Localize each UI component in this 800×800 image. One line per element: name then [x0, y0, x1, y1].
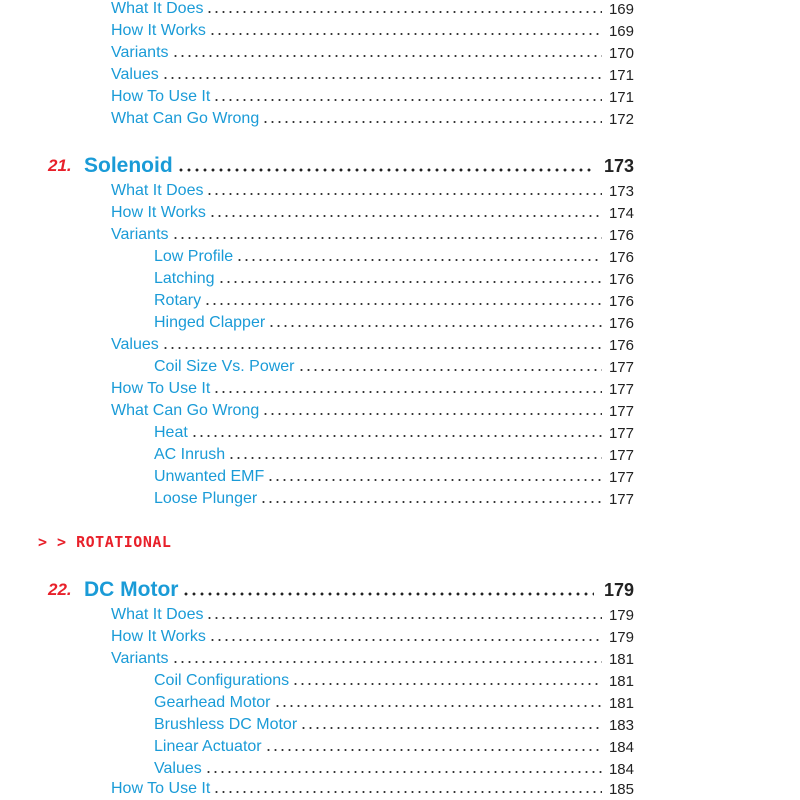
toc-entry[interactable]: [111, 648, 634, 670]
toc-entry[interactable]: [111, 42, 634, 64]
toc-entry-page: 184: [608, 760, 634, 778]
toc-entry-page: 181: [608, 650, 634, 668]
dot-leader: [206, 192, 602, 196]
toc-subentry[interactable]: [154, 444, 634, 466]
toc-entry-page: 172: [608, 110, 634, 128]
toc-subentry[interactable]: [154, 466, 634, 488]
toc-entry[interactable]: [111, 64, 634, 86]
toc-subentry[interactable]: [154, 356, 634, 378]
toc-entry[interactable]: [111, 378, 634, 400]
toc-entry-label[interactable]: How To Use It: [111, 88, 211, 105]
dot-leader: [300, 726, 602, 730]
chapter-number: 21.: [48, 156, 72, 175]
toc-entry-page: 177: [608, 358, 634, 376]
dot-leader: [267, 478, 602, 482]
toc-entry[interactable]: [111, 778, 634, 800]
toc-entry-label[interactable]: How To Use It: [111, 380, 211, 397]
toc-entry-label[interactable]: Rotary: [154, 292, 202, 309]
toc-entry-page: 169: [608, 22, 634, 40]
dot-leader: [209, 638, 602, 642]
dot-leader: [262, 120, 602, 124]
toc-entry-label[interactable]: What It Does: [111, 182, 204, 199]
toc-entry-page: 185: [608, 780, 634, 798]
toc-entry-label[interactable]: Variants: [111, 44, 169, 61]
toc-entry[interactable]: [111, 180, 634, 202]
toc-entry-label[interactable]: Coil Size Vs. Power: [154, 358, 295, 375]
toc-entry-label[interactable]: How It Works: [111, 628, 206, 645]
dot-leader: [228, 456, 602, 460]
toc-entry-label[interactable]: Coil Configurations: [154, 672, 290, 689]
toc-entry-label[interactable]: Low Profile: [154, 248, 234, 265]
dot-leader: [177, 168, 594, 172]
toc-entry-page: 181: [608, 694, 634, 712]
toc-entry-label[interactable]: How To Use It: [111, 780, 211, 797]
toc-entry-page: 177: [608, 490, 634, 508]
dot-leader: [218, 280, 603, 284]
toc-entry-page: 174: [608, 204, 634, 222]
section-heading-rotational: > > ROTATIONAL: [38, 533, 172, 551]
toc-entry-label[interactable]: Linear Actuator: [154, 738, 262, 755]
toc-subentry[interactable]: [154, 714, 634, 736]
toc-subentry[interactable]: [154, 758, 634, 780]
toc-entry-label[interactable]: How It Works: [111, 22, 206, 39]
dot-leader: [191, 434, 602, 438]
toc-entry-label[interactable]: What Can Go Wrong: [111, 110, 260, 127]
dot-leader: [206, 616, 602, 620]
dot-leader: [182, 592, 593, 596]
dot-leader: [260, 500, 602, 504]
dot-leader: [236, 258, 602, 262]
toc-entry[interactable]: [111, 224, 634, 246]
dot-leader: [172, 236, 602, 240]
dot-leader: [274, 704, 602, 708]
toc-subentry[interactable]: [154, 312, 634, 334]
toc-entry-label[interactable]: Values: [111, 66, 159, 83]
toc-subentry[interactable]: [154, 488, 634, 510]
dot-leader: [213, 790, 602, 794]
toc-entry[interactable]: [111, 202, 634, 224]
toc-entry[interactable]: [111, 604, 634, 626]
toc-entry-page: 170: [608, 44, 634, 62]
toc-entry-label[interactable]: Heat: [154, 424, 188, 441]
toc-entry[interactable]: [111, 108, 634, 130]
toc-entry-page: 177: [608, 380, 634, 398]
toc-entry-label[interactable]: Brushless DC Motor: [154, 716, 298, 733]
toc-entry-page: 173: [608, 182, 634, 200]
toc-entry[interactable]: [111, 0, 634, 20]
toc-subentry[interactable]: [154, 268, 634, 290]
toc-entry-label[interactable]: Values: [111, 336, 159, 353]
toc-entry[interactable]: [111, 400, 634, 422]
toc-subentry[interactable]: [154, 670, 634, 692]
dot-leader: [298, 368, 603, 372]
dot-leader: [213, 98, 602, 102]
toc-entry-label[interactable]: What Can Go Wrong: [111, 402, 260, 419]
toc-entry-label[interactable]: Latching: [154, 270, 215, 287]
toc-entry-page: 176: [608, 336, 634, 354]
chapter-heading[interactable]: [84, 576, 634, 604]
toc-entry-page: 176: [608, 226, 634, 244]
dot-leader: [172, 660, 602, 664]
toc-entry-label[interactable]: How It Works: [111, 204, 206, 221]
dot-leader: [268, 324, 602, 328]
dot-leader: [205, 770, 602, 774]
toc-entry-label[interactable]: Variants: [111, 226, 169, 243]
toc-entry[interactable]: [111, 626, 634, 648]
toc-entry-label[interactable]: What It Does: [111, 0, 204, 17]
dot-leader: [162, 346, 602, 350]
toc-subentry[interactable]: [154, 422, 634, 444]
dot-leader: [209, 32, 602, 36]
toc-entry-label[interactable]: What It Does: [111, 606, 204, 623]
toc-entry-page: 177: [608, 402, 634, 420]
toc-entry[interactable]: [111, 20, 634, 42]
chapter-heading[interactable]: [84, 152, 634, 180]
dot-leader: [265, 748, 602, 752]
toc-entry-page: 179: [608, 628, 634, 646]
toc-entry-page: 176: [608, 292, 634, 310]
toc-entry-page: 177: [608, 446, 634, 464]
toc-entry[interactable]: [111, 86, 634, 108]
toc-entry-label[interactable]: Values: [154, 760, 202, 777]
toc-entry-page: 169: [608, 0, 634, 18]
toc-entry-page: 184: [608, 738, 634, 756]
chapter-title[interactable]: DC Motor: [84, 578, 179, 601]
toc-entry-page: 177: [608, 468, 634, 486]
toc-subentry[interactable]: [154, 246, 634, 268]
toc-entry-page: 177: [608, 424, 634, 442]
dot-leader: [172, 54, 602, 58]
toc-entry-page: 179: [608, 606, 634, 624]
chapter-number: 22.: [48, 580, 72, 599]
toc-entry-page: 171: [608, 66, 634, 84]
toc-entry-page: 176: [608, 270, 634, 288]
toc-entry-label[interactable]: AC Inrush: [154, 446, 226, 463]
dot-leader: [292, 682, 602, 686]
toc-subentry[interactable]: [154, 290, 634, 312]
toc-subentry[interactable]: [154, 692, 634, 714]
toc-entry-label[interactable]: Hinged Clapper: [154, 314, 266, 331]
toc-entry-label[interactable]: Variants: [111, 650, 169, 667]
toc-entry-page: 181: [608, 672, 634, 690]
dot-leader: [262, 412, 602, 416]
toc-entry-label[interactable]: Loose Plunger: [154, 490, 258, 507]
dot-leader: [162, 76, 602, 80]
dot-leader: [206, 10, 602, 14]
dot-leader: [204, 302, 602, 306]
chapter-page: 179: [603, 579, 634, 600]
toc-entry[interactable]: [111, 334, 634, 356]
dot-leader: [209, 214, 602, 218]
toc-entry-label[interactable]: Gearhead Motor: [154, 694, 271, 711]
chapter-page: 173: [603, 155, 634, 176]
dot-leader: [213, 390, 602, 394]
toc-entry-page: 171: [608, 88, 634, 106]
toc-entry-page: 176: [608, 248, 634, 266]
toc-subentry[interactable]: [154, 736, 634, 758]
chapter-title[interactable]: Solenoid: [84, 154, 173, 177]
toc-entry-label[interactable]: Unwanted EMF: [154, 468, 265, 485]
toc-entry-page: 183: [608, 716, 634, 734]
toc-entry-page: 176: [608, 314, 634, 332]
